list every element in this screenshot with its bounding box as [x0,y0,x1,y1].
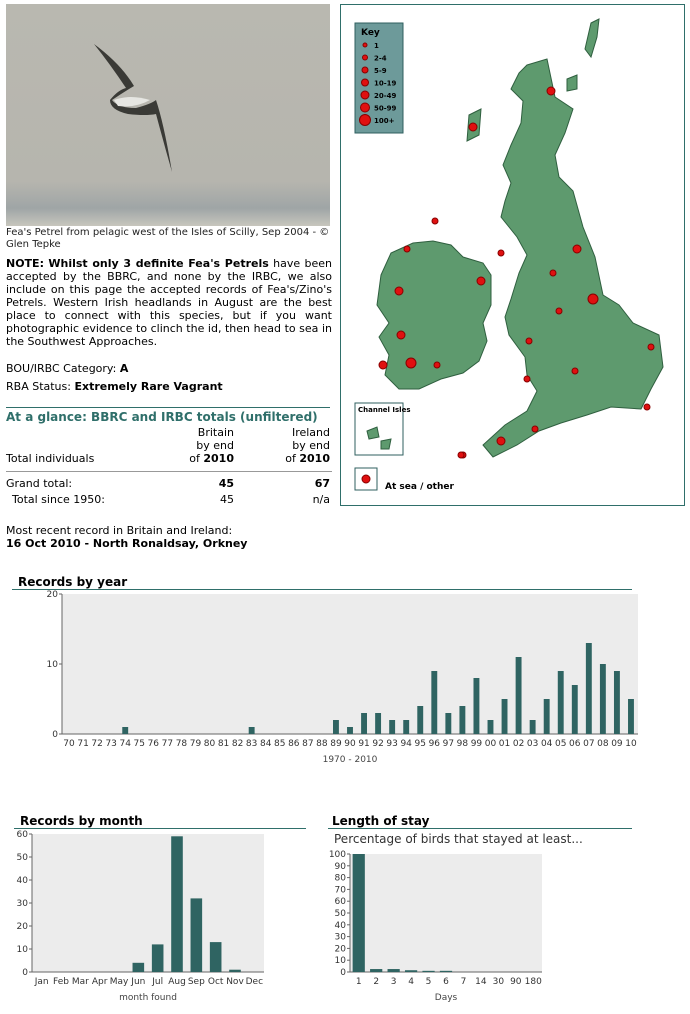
bar [572,685,578,734]
bird-photo [6,4,330,226]
key-label: 5-9 [374,67,387,75]
bar [403,720,409,734]
year-chart-title: Records by year [18,575,128,589]
x-tick-label: 72 [91,739,103,749]
x-tick-label: 93 [386,739,398,749]
y-tick-label: 10 [46,660,58,670]
x-tick-label: 07 [583,739,595,749]
map-key-title: Key [361,28,380,38]
month-chart-rule [14,828,306,829]
x-tick-label: 81 [217,739,230,749]
bar [431,671,437,734]
x-tick-label: 4 [408,977,414,987]
x-tick-label: 78 [175,739,188,749]
note-text: have been accepted by the BBRC, and none by the IRBC, we also include on this page the accepted records of Fea's/Zino's Petrels. Western Irish headlands in August are the best place to connect with this species, but if you want photographic evidence to clinch the id, then head to sea in the Southwest Approaches. [6,257,333,348]
stay-chart-rule [328,828,632,829]
record-dot [550,270,556,276]
grand-total-label: Grand total: [6,476,73,490]
key-label: 20-49 [374,92,397,100]
ireland-header: Ireland by end of 2010 [285,426,330,465]
y-tick-label: 10 [16,945,28,955]
x-tick-label: 73 [105,739,117,749]
record-dot [404,246,410,252]
orkney-islands [567,75,577,91]
x-tick-label: 94 [400,739,412,749]
y-tick-label: 60 [16,830,28,840]
x-tick-label: 83 [245,739,258,749]
bar [614,671,620,734]
x-tick-label: 84 [259,739,272,749]
x-tick-label: 79 [189,739,202,749]
note-lead: NOTE: [6,257,44,270]
category-row [6,362,128,375]
bar [370,969,382,972]
record-dot [648,344,654,350]
x-tick-label: Dec [245,977,264,987]
x-axis-label: Days [434,993,458,1003]
x-tick-label: 75 [133,739,145,749]
x-tick-label: Sep [187,977,205,987]
x-tick-label: 10 [625,739,637,749]
bar [459,706,465,734]
totals-table [6,426,332,506]
record-dot [397,331,405,339]
bar [122,727,128,734]
record-dot [547,87,555,95]
record-dot [477,277,485,285]
y-tick-label: 0 [22,968,28,978]
records-by-year-chart [30,590,637,770]
record-dot [588,294,598,304]
x-tick-label: 70 [63,739,75,749]
bar [152,944,164,972]
key-dot [361,91,369,99]
x-tick-label: Jun [131,977,146,987]
plot-area [62,594,638,734]
x-tick-label: 04 [540,739,553,749]
x-tick-label: 82 [231,739,244,749]
key-label: 2-4 [374,54,387,63]
x-tick-label: 98 [456,739,469,749]
x-tick-label: 92 [372,739,384,749]
x-tick-label: 71 [77,739,89,749]
record-dot [406,358,416,368]
bar [544,699,550,734]
bar [440,971,452,972]
record-dot [395,287,403,295]
at-sea-label: At sea / other [385,482,454,492]
plot-area [32,834,264,972]
y-tick-label: 70 [334,885,346,896]
key-label: 100+ [374,117,395,125]
x-tick-label: 80 [203,739,216,749]
photo-caption: Fea's Petrel from pelagic west of the Isles of Scilly, Sep 2004 - © Glen Tepke [6,227,330,250]
x-tick-label: 30 [492,977,505,987]
x-tick-label: 7 [460,977,467,987]
key-label: 10-19 [374,79,397,88]
bar [353,854,365,972]
bar [389,720,395,734]
shetland-islands [585,19,599,57]
x-tick-label: 1 [355,977,362,987]
x-tick-label: Feb [53,977,69,987]
x-tick-label: 09 [611,739,623,749]
bar [388,969,400,972]
x-tick-label: 3 [390,977,397,987]
x-tick-label: 2 [373,977,380,987]
y-tick-label: 50 [16,853,28,863]
y-tick-label: 100 [328,850,346,860]
bar [558,671,564,734]
x-tick-label: 03 [526,739,539,749]
category-label: BOU/IRBC Category: [6,362,117,375]
record-dot [498,250,504,256]
x-tick-label: 95 [414,739,426,749]
x-tick-label: May [109,977,129,987]
rba-status-label: RBA Status: [6,380,71,393]
bar [133,963,145,972]
x-tick-label: 00 [484,739,497,749]
recent-record-value: 16 Oct 2010 - North Ronaldsay, Orkney [6,537,248,550]
x-tick-label: Jan [34,977,49,987]
x-tick-label: 89 [330,739,342,749]
britain-landmass [483,59,663,457]
bar [347,727,353,734]
x-tick-label: 97 [442,739,455,749]
record-dot [434,362,440,368]
y-tick-label: 30 [334,932,346,943]
bar [191,898,203,972]
bar [361,713,367,734]
petrel-image [6,4,330,226]
x-tick-label: 77 [161,739,174,749]
channel-isles-label: Channel Isles [358,406,411,414]
bar [229,970,241,972]
bar [473,678,479,734]
record-dot [432,218,438,224]
total-individuals-label: Total individuals [6,452,95,465]
x-tick-label: 08 [597,739,609,749]
bar [530,720,536,734]
x-tick-label: 5 [425,977,432,987]
bar [375,713,381,734]
y-tick-label: 40 [16,876,28,886]
length-of-stay-chart [326,848,550,1010]
record-dot [532,426,538,432]
x-tick-label: 91 [358,739,370,749]
x-tick-label: 02 [512,739,525,749]
bar [586,643,592,734]
y-tick-label: 60 [334,897,346,908]
x-tick-label: Apr [91,977,108,987]
key-dot [362,67,368,73]
x-tick-label: 74 [119,739,131,749]
x-tick-label: 76 [147,739,160,749]
x-tick-label: 86 [288,739,300,749]
bar [249,727,255,734]
x-tick-label: Oct [207,977,224,987]
x-tick-label: 90 [510,977,522,987]
bar [516,657,522,734]
x-tick-label: 01 [498,739,511,749]
y-tick-label: 40 [334,920,346,931]
bar [445,713,451,734]
x-tick-label: 87 [302,739,314,749]
record-dot [379,361,387,369]
records-by-month-chart [6,830,268,1010]
bar [488,720,494,734]
bar [502,699,508,734]
key-label: 50-99 [374,104,397,113]
x-tick-label: 05 [555,739,567,749]
x-tick-label: Nov [226,977,244,987]
bar [210,942,222,972]
bar [628,699,634,734]
record-dot [469,123,477,131]
x-tick-label: 6 [443,977,449,987]
y-tick-label: 90 [334,861,346,872]
x-tick-label: 85 [274,739,286,749]
y-tick-label: 10 [334,956,346,967]
rba-status-value: Extremely Rare Vagrant [74,380,223,393]
stay-chart-title: Length of stay [332,814,430,828]
map-svg [341,5,684,505]
since1950-label: Total since 1950: [12,492,105,506]
y-tick-label: 80 [334,873,346,884]
stay-chart-subtitle: Percentage of birds that stayed at least... [334,832,583,846]
since1950-britain: 45 [220,492,234,506]
x-tick-label: Jul [152,977,164,987]
record-dot [458,452,464,458]
key-dot [361,103,370,112]
record-dot [556,308,562,314]
bar [171,836,183,972]
x-tick-label: 99 [470,739,483,749]
x-tick-label: 180 [524,977,542,987]
category-value: A [119,362,129,375]
record-dot [526,338,532,344]
bar [333,720,339,734]
y-tick-label: 20 [46,590,58,600]
y-tick-label: 20 [334,944,346,955]
x-tick-label: Aug [168,977,186,987]
x-tick-label: Mar [71,977,89,987]
x-axis-label: 1970 - 2010 [322,755,378,765]
glance-title: At a glance: BBRC and IRBC totals (unfiltered) [6,407,330,424]
key-dot [363,43,367,47]
x-tick-label: 06 [569,739,581,749]
species-note [6,257,332,348]
key-dot [362,79,369,86]
y-tick-label: 50 [334,909,346,919]
bar [405,970,417,972]
distribution-map [340,4,685,506]
x-tick-label: 14 [475,977,487,987]
x-axis-label: month found [119,993,177,1003]
y-tick-label: 0 [52,730,58,740]
key-dot [363,55,368,60]
x-tick-label: 90 [344,739,356,749]
bar [422,971,434,972]
note-bold: Whilst only 3 definite Fea's Petrels [48,257,269,270]
since1950-ireland: n/a [312,492,330,506]
y-tick-label: 0 [340,968,346,978]
key-label: 1 [374,42,379,50]
y-tick-label: 20 [16,922,28,932]
grand-total-britain: 45 [218,476,234,490]
grand-total-ireland: 67 [314,476,330,490]
recent-record-label: Most recent record in Britain and Ireland: [6,524,233,537]
record-dot [572,368,578,374]
x-tick-label: 96 [428,739,441,749]
bar [600,664,606,734]
plot-area [350,854,542,972]
bar [417,706,423,734]
record-dot [573,245,581,253]
record-dot [644,404,650,410]
record-dot [524,376,530,382]
month-chart-title: Records by month [20,814,143,828]
x-tick-label: 88 [316,739,328,749]
britain-header: Britain by end of 2010 [189,426,234,465]
key-dot [360,115,371,126]
record-dot [497,437,505,445]
y-tick-label: 30 [16,899,28,909]
rba-status-row [6,380,223,393]
